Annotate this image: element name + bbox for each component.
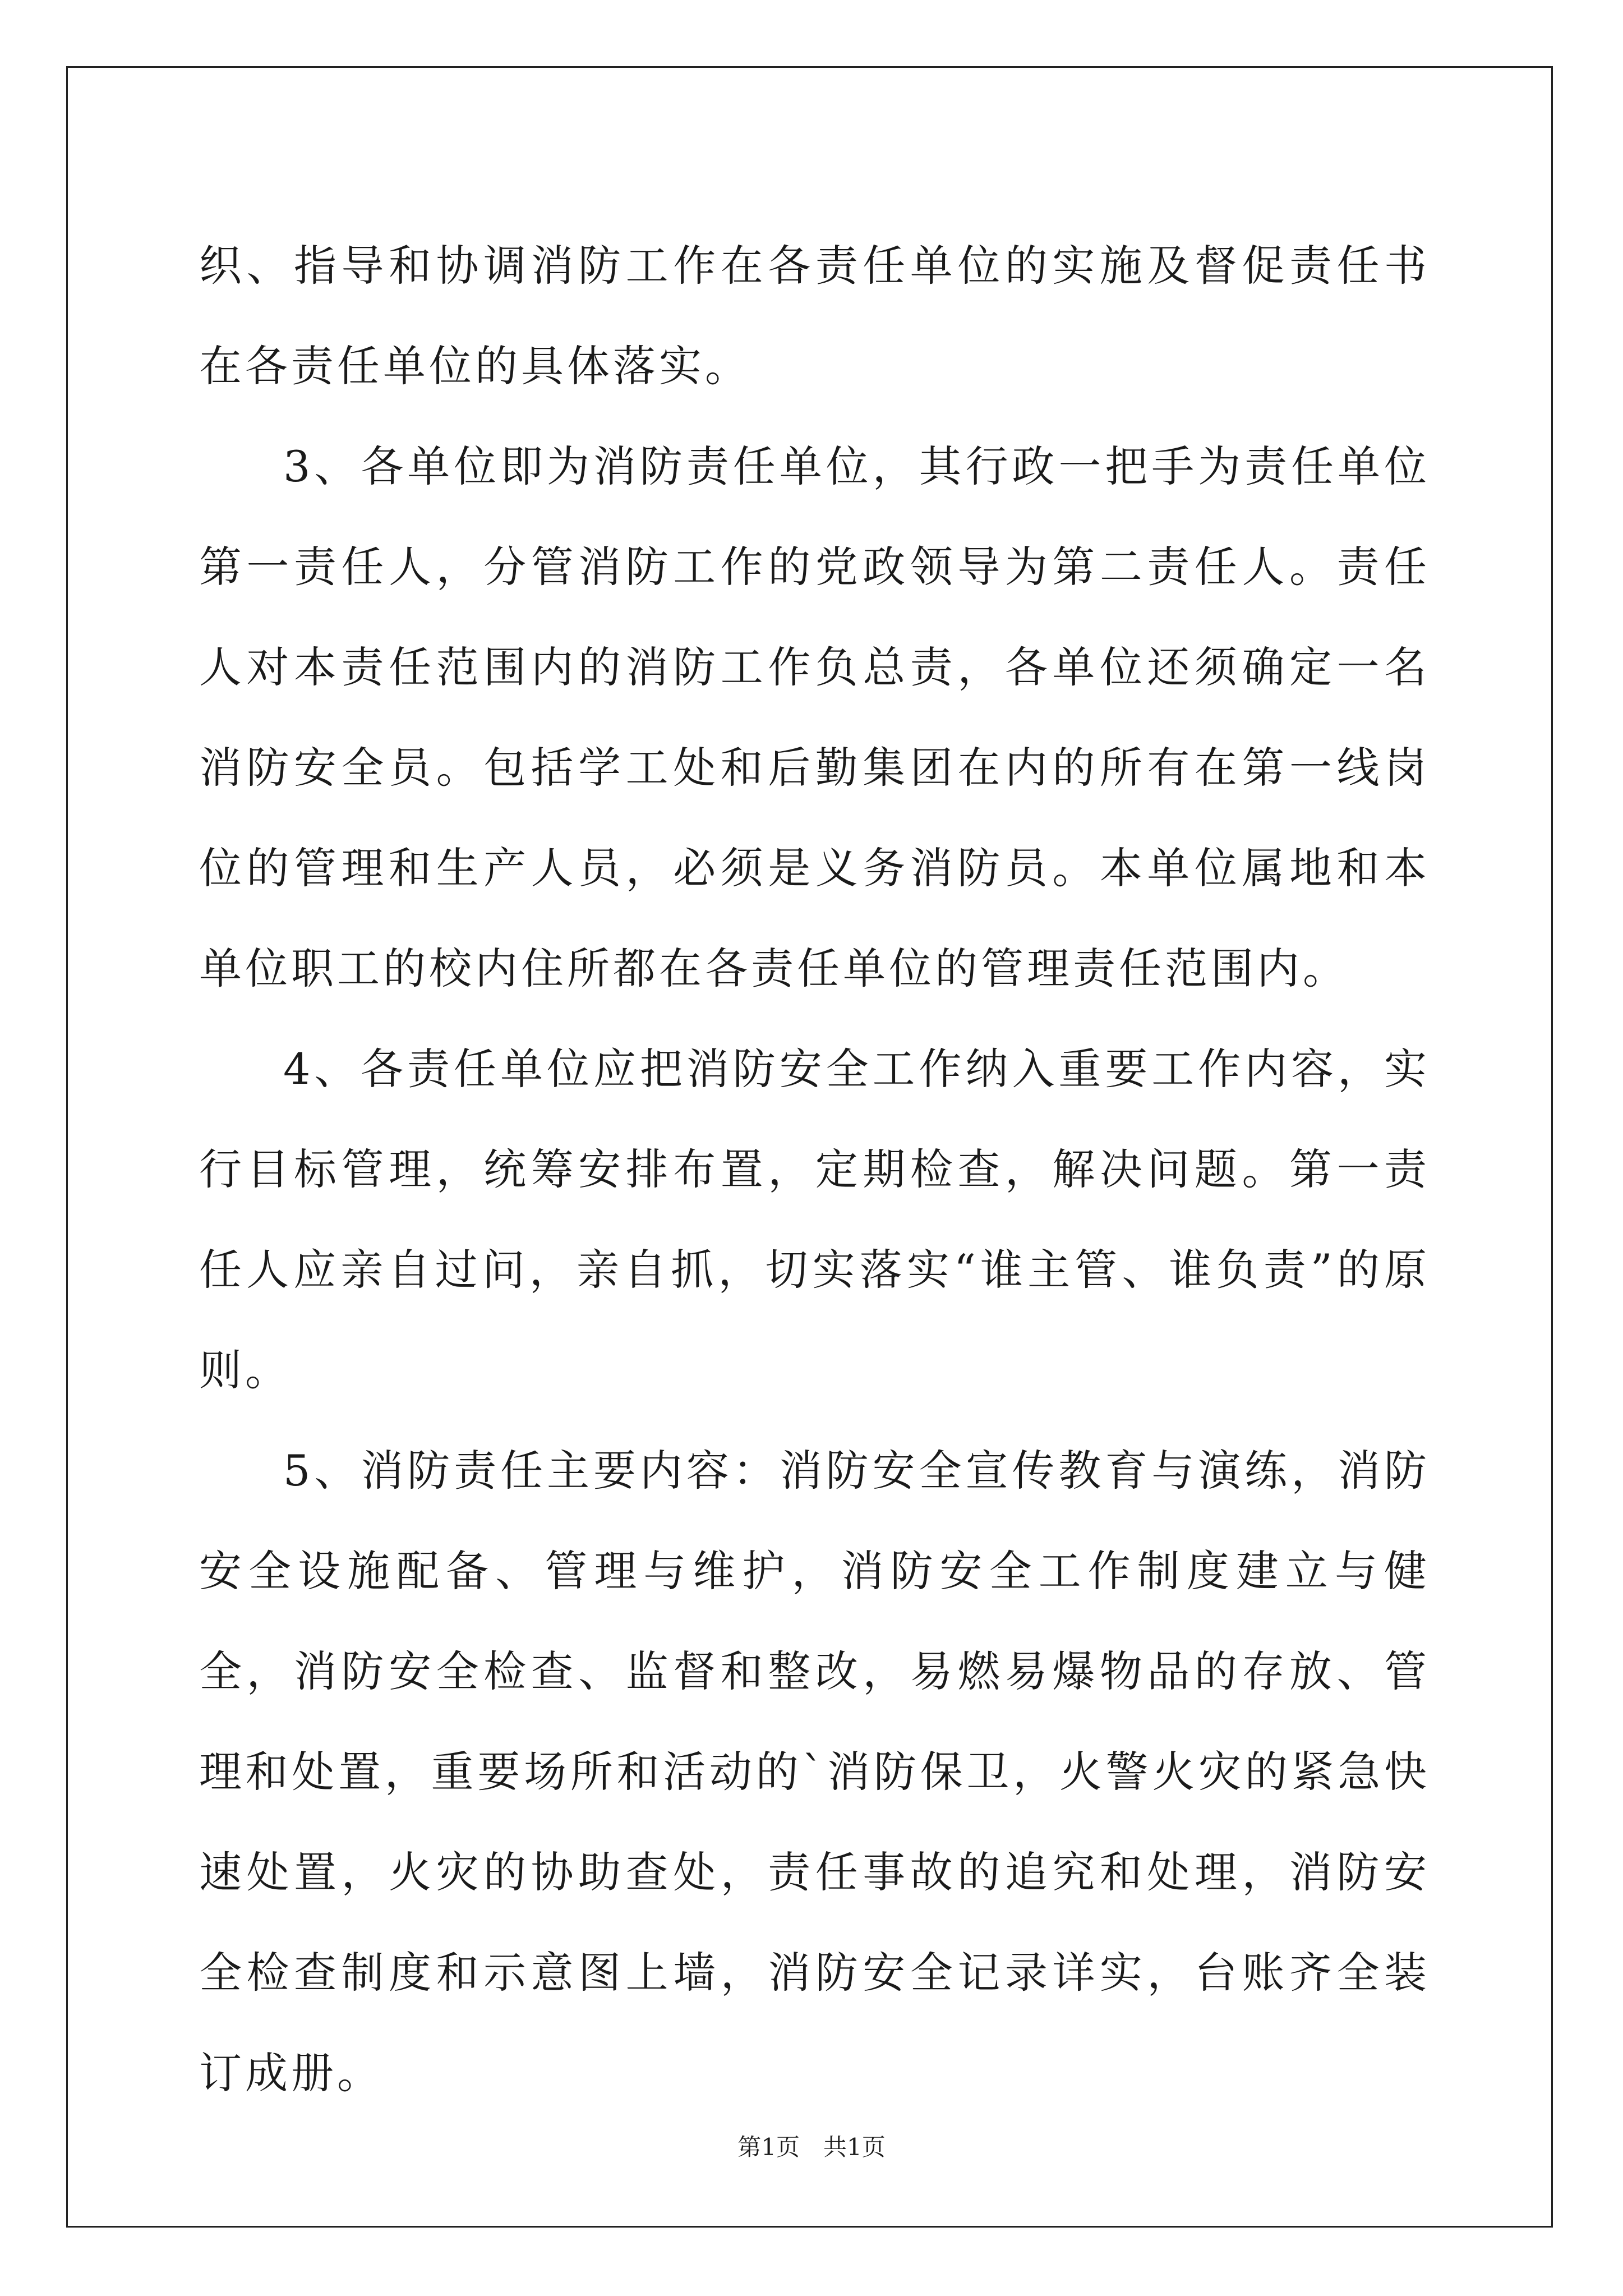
page-number-footer: 第1页 共1页	[737, 2133, 886, 2161]
paragraph-item-5: 5、消防责任主要内容：消防安全宣传教育与演练，消防安全设施配备、管理与维护，消防安全工作制度建立与健全，消防安全检查、监督和整改，易燃易爆物品的存放、管理和处置，重要场所和活动的`消防保卫，火警火灾的紧急快速处置，火灾的协助查处，责任事故的追究和处理，消防安全检查制度和示意图上墙，消防安全记录详实，台账齐全装订成册。	[199, 1446, 1430, 2098]
paragraph-item-4: 4、各责任单位应把消防安全工作纳入重要工作内容，实行目标管理，统筹安排布置，定期检查，解决问题。第一责任人应亲自过问，亲自抓，切实落实“谁主管、谁负责”的原则。	[199, 1044, 1430, 1395]
document-body	[199, 215, 1430, 2123]
paragraph-continuation: 织、指导和协调消防工作在各责任单位的实施及督促责任书在各责任单位的具体落实。	[199, 241, 1430, 391]
paragraph-item-3: 3、各单位即为消防责任单位，其行政一把手为责任单位第一责任人，分管消防工作的党政领导为第二责任人。责任人对本责任范围内的消防工作负总责，各单位还须确定一名消防安全员。包括学工处和后勤集团在内的所有在第一线岗位的管理和生产人员，必须是义务消防员。本单位属地和本单位职工的校内住所都在各责任单位的管理责任范围内。	[199, 441, 1430, 993]
